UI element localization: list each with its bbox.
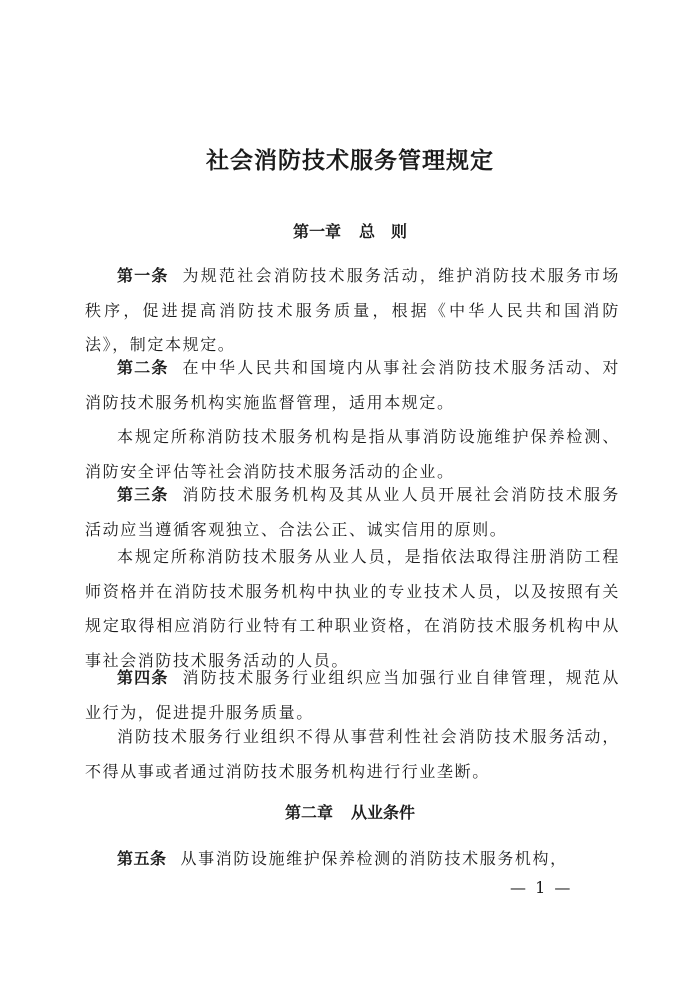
paragraph-article-3-definition — [85, 540, 620, 678]
chapter-1-name: 总 则 — [359, 222, 408, 241]
paragraph-text: 消防技术服务机构及其从业人员开展社会消防技术服务活动应当遵循客观独立、合法公正、诚实信用的原则。 — [85, 485, 620, 539]
chapter-1-heading — [0, 219, 700, 242]
page-number: — 1 — — [510, 878, 573, 897]
chapter-2-number: 第二章 — [284, 803, 333, 822]
paragraph-article-4-restriction — [85, 720, 620, 789]
paragraph-text: 本规定所称消防技术服务机构是指从事消防设施维护保养检测、消防安全评估等社会消防技术服务活动的企业。 — [85, 427, 620, 481]
paragraph-article-2 — [85, 351, 620, 420]
paragraph-article-5 — [85, 842, 620, 877]
chapter-2-name: 从业条件 — [351, 803, 416, 822]
paragraph-text: 本规定所称消防技术服务从业人员，是指依法取得注册消防工程师资格并在消防技术服务机构中执业的专业技术人员，以及按照有关规定取得相应消防行业特有工种职业资格，在消防技术服务机构中从事社会消防技术服务活动的人员。 — [85, 547, 620, 670]
article-label: 第二条 — [117, 358, 169, 377]
paragraph-text: 消防技术服务行业组织不得从事营利性社会消防技术服务活动，不得从事或者通过消防技术服务机构进行行业垄断。 — [85, 727, 620, 781]
article-label: 第四条 — [117, 668, 169, 687]
document-title: 社会消防技术服务管理规定 — [206, 147, 494, 174]
paragraph-text: 消防技术服务行业组织应当加强行业自律管理，规范从业行为，促进提升服务质量。 — [85, 668, 620, 722]
paragraph-text: 在中华人民共和国境内从事社会消防技术服务活动、对消防技术服务机构实施监督管理，适用本规定。 — [85, 358, 620, 412]
paragraph-text: 从事消防设施维护保养检测的消防技术服务机构， — [180, 849, 568, 868]
article-label: 第三条 — [117, 485, 169, 504]
chapter-1-number: 第一章 — [292, 222, 341, 241]
paragraph-text: 为规范社会消防技术服务活动，维护消防技术服务市场秩序，促进提高消防技术服务质量，根据《中华人民共和国消防法》，制定本规定。 — [85, 266, 620, 354]
article-label: 第一条 — [117, 266, 169, 285]
chapter-2-heading — [0, 800, 700, 823]
paragraph-article-1 — [85, 259, 620, 363]
article-label: 第五条 — [117, 849, 167, 868]
paragraph-article-3 — [85, 478, 620, 547]
